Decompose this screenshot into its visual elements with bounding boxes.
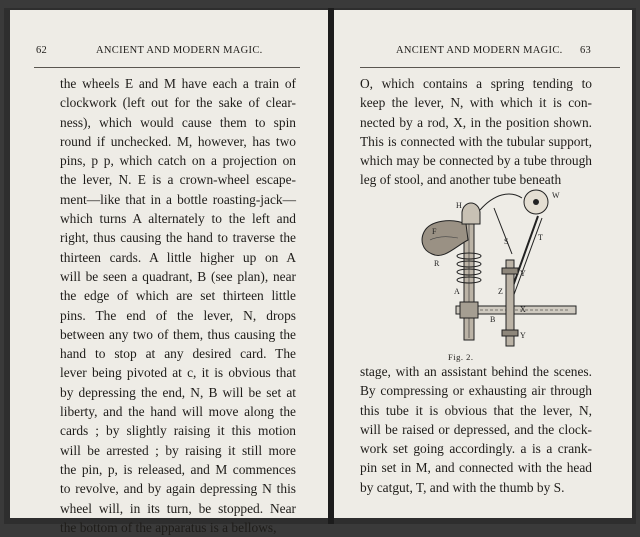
figure-label-x: X: [520, 305, 526, 314]
left-text-line: ness), which would cause them to spin: [60, 114, 296, 130]
left-text-line: which turns A alternately to the left and: [60, 211, 296, 227]
left-text-line: will be seen a quadrant, B (see plan), near: [60, 268, 296, 284]
left-text-line: wheel will, in its turn, be stopped. Near: [60, 500, 296, 516]
left-text-line: lever being pivoted at c, it is obvious that: [60, 365, 296, 381]
left-page-number: 62: [36, 45, 48, 56]
figure-label-r: R: [434, 259, 440, 268]
left-body-text: [60, 74, 296, 537]
figure-label-f: F: [432, 227, 437, 236]
figure-label-h: H: [456, 201, 462, 210]
left-text-line: hand to stop at any desired card. The: [60, 346, 296, 362]
left-text-line: the bottom of the apparatus is a bellows,: [60, 519, 277, 535]
right-text-line: this tube it is obvious that the lever, N,: [360, 402, 592, 418]
left-text-line: liberty, and the hand will move along the: [60, 404, 296, 420]
figure-label-s: S: [504, 237, 509, 246]
right-text-line: stage, with an assistant behind the scenes.: [360, 364, 592, 379]
figure-label-w: W: [552, 191, 560, 200]
figure-label-b: B: [490, 315, 496, 324]
left-text-line: clockwork (left out for the sake of clear-: [60, 95, 296, 111]
right-text-line: By compressing or exhausting air through: [360, 383, 592, 399]
book-spread: [4, 8, 636, 535]
left-text-line: the wheels E and M have each a train of: [60, 76, 296, 91]
left-text-line: to revolve, and by again depressing N this: [60, 481, 296, 497]
left-text-line: cards ; by slightly raising it this motion: [60, 423, 296, 439]
left-text-line: will be arrested ; by raising it still more: [60, 442, 296, 458]
left-text-line: round if unchecked. M, however, has two: [60, 133, 296, 149]
right-page-number: 63: [580, 45, 592, 56]
left-text-line: by depressing the end, N, B will be set at: [60, 384, 296, 400]
right-text-line: leg of stool, and another tube beneath: [360, 172, 562, 188]
right-text-line: by catgut, T, and with the thumb by S.: [360, 479, 565, 495]
figure-mechanism-illustration: [410, 180, 610, 360]
right-text-line: O, which contains a spring tending to: [360, 76, 592, 91]
figure-label-t: T: [538, 233, 543, 242]
figure-label-z: Z: [498, 287, 503, 296]
right-text-line: keep the lever, N, with which it is con-: [360, 95, 592, 111]
left-text-line: between any two of them, thus causing the: [60, 326, 296, 342]
left-text-line: pins, p p, which catch on a projection on: [60, 153, 296, 169]
right-text-line: nected by a rod, X, in the position shown.: [360, 114, 592, 130]
right-text-line: will be raised or depressed, and the clock-: [360, 421, 592, 437]
right-page: [334, 10, 632, 518]
right-running-head: ANCIENT AND MODERN MAGIC.: [396, 45, 563, 56]
left-page: [10, 10, 328, 535]
left-text-line: pins. The end of the lever, N, drops: [60, 307, 296, 323]
left-text-line: ment—like that in a bottle roasting-jack—: [60, 191, 296, 207]
right-text-line: pin set in M, and connected with the head: [360, 460, 592, 476]
figure-caption: Fig. 2.: [448, 352, 474, 362]
left-head-rule: [34, 67, 300, 68]
left-text-line: the edge of which are set thirteen little: [60, 288, 296, 304]
left-text-line: thirteen cards. A little higher up on A: [60, 249, 296, 265]
left-text-line: the pin, p, is released, and M commences: [60, 461, 296, 477]
right-body-text-top: [360, 74, 592, 190]
figure-label-y-bottom: Y: [520, 331, 526, 340]
left-text-line: the lever, N. E is a crown-wheel escape-: [60, 172, 296, 188]
right-text-line: work set going accordingly. a is a crank-: [360, 441, 592, 457]
left-running-head: ANCIENT AND MODERN MAGIC.: [96, 45, 263, 56]
right-text-line: This is connected with the tubular support,: [360, 133, 592, 149]
right-head-rule: [360, 67, 620, 68]
figure-label-a: A: [454, 287, 460, 296]
left-text-line: right, thus causing the hand to traverse the: [60, 230, 296, 246]
right-text-line: which may be connected by a tube through: [360, 153, 592, 169]
right-body-text-bottom: [360, 362, 592, 497]
figure-label-y-top: Y: [520, 269, 526, 278]
